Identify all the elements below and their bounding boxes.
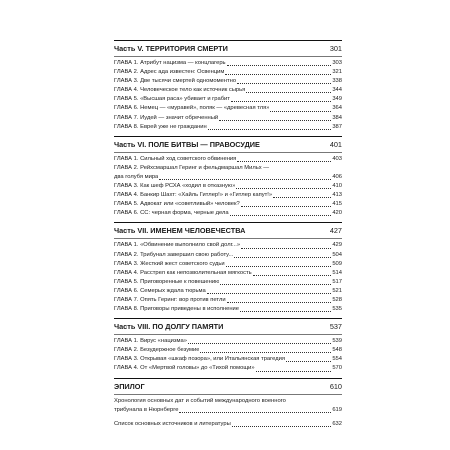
dot-leader <box>208 128 332 130</box>
dot-leader <box>253 274 332 276</box>
chapter-entry <box>114 114 342 123</box>
chapter-page-number: 349 <box>332 96 342 103</box>
chapter-entry <box>114 104 342 113</box>
dot-leader <box>200 351 331 353</box>
chapter-entry <box>114 164 342 182</box>
chapter-title-continued: два голубя мира <box>114 173 159 180</box>
dot-leader <box>219 119 331 121</box>
appendix-title-continued: трибунала в Нюрнберге <box>114 406 179 413</box>
chapter-page-number: 344 <box>332 87 342 94</box>
chapter-entry <box>114 278 342 287</box>
dot-leader <box>179 411 331 413</box>
chapter-page-number: 410 <box>332 183 342 190</box>
chapter-page-number: 413 <box>332 192 342 199</box>
appendix-entry <box>114 397 342 415</box>
dot-leader <box>237 160 331 162</box>
chapter-page-number: 321 <box>332 69 342 76</box>
chapter-title: ГЛАВА 6. Немец — «муравей», поляк — «древесная тля» <box>114 105 270 112</box>
dot-leader <box>227 64 332 66</box>
chapter-entry <box>114 337 342 346</box>
chapter-title: ГЛАВА 4. Банкир Шахт: «Хайль Гитлер!» и «Гитлер капут!» <box>114 192 273 199</box>
dot-leader <box>286 360 331 362</box>
chapter-list <box>114 153 342 223</box>
chapter-page-number: 303 <box>332 60 342 66</box>
table-of-contents <box>114 40 342 433</box>
part-page-number: 301 <box>329 44 342 53</box>
chapter-title: ГЛАВА 1. Сильный ход советского обвинения <box>114 155 237 162</box>
part-title: Часть VIII. ПО ДОЛГУ ПАМЯТИ <box>114 322 224 332</box>
chapter-entry <box>114 355 342 364</box>
chapter-entry <box>114 346 342 355</box>
dot-leader <box>256 370 332 372</box>
dot-leader <box>232 425 332 427</box>
appendix-title: Список основных источников и литературы <box>114 420 231 427</box>
chapter-entry <box>114 241 342 250</box>
chapter-page-number: 521 <box>332 287 342 294</box>
dot-leader <box>230 214 332 216</box>
dot-leader <box>225 73 331 75</box>
chapter-title: ГЛАВА 3. Открывая «шкаф позора», или Итальянская трагедия <box>114 356 285 363</box>
chapter-list <box>114 239 342 318</box>
appendix-row <box>114 420 342 429</box>
chapter-entry <box>114 77 342 86</box>
part-heading <box>114 223 342 238</box>
chapter-page-number: 406 <box>332 173 342 180</box>
dot-leader <box>234 256 331 258</box>
chapter-page-number: 570 <box>332 365 342 372</box>
dot-leader <box>207 292 332 294</box>
appendix-page-number: 632 <box>332 420 342 427</box>
dot-leader <box>226 265 332 267</box>
part-heading <box>114 319 342 334</box>
chapter-title: ГЛАВА 4. От «Мертвой головы» до «Тихой помощи» <box>114 365 255 372</box>
chapter-title-line2 <box>114 173 342 182</box>
appendix-entry <box>114 420 342 429</box>
chapter-page-number: 387 <box>332 123 342 130</box>
chapter-title: ГЛАВА 3. Жесткий жест советского судьи <box>114 260 225 267</box>
chapter-title: ГЛАВА 5. «Высшая раса» убивает и грабит <box>114 96 230 103</box>
dot-leader <box>241 247 331 249</box>
chapter-entry <box>114 305 342 314</box>
chapter-page-number: 535 <box>332 306 342 313</box>
dot-leader <box>240 310 331 312</box>
dot-leader <box>227 301 332 303</box>
chapter-page-number: 514 <box>332 269 342 276</box>
chapter-title: ГЛАВА 1. Вирус «нацизма» <box>114 338 187 345</box>
chapter-page-number: 554 <box>332 356 342 363</box>
chapter-title: ГЛАВА 6. СС: черная форма, черные дела <box>114 210 229 217</box>
dot-leader <box>236 187 331 189</box>
chapter-title: ГЛАВА 6. Семерых ждала тюрьма <box>114 287 206 294</box>
dot-leader <box>246 91 331 93</box>
chapter-entry <box>114 269 342 278</box>
epilogue-heading <box>114 379 342 394</box>
chapter-title: ГЛАВА 2. Трибунал завершил свою работу... <box>114 251 234 258</box>
dot-leader <box>237 82 331 84</box>
epilogue-page-number: 610 <box>329 381 342 391</box>
chapter-title: ГЛАВА 7. Иудей — значит обреченный <box>114 114 219 121</box>
chapter-entry <box>114 287 342 296</box>
chapter-entry <box>114 59 342 68</box>
part-page-number: 401 <box>329 139 342 149</box>
chapter-list <box>114 335 342 377</box>
dot-leader <box>188 342 331 344</box>
chapter-entry <box>114 86 342 95</box>
chapter-title: ГЛАВА 8. Еврей уже не гражданин <box>114 123 207 130</box>
epilogue-items <box>114 395 342 433</box>
part-page-number: 427 <box>329 226 342 236</box>
chapter-page-number: 384 <box>332 114 342 121</box>
chapter-page-number: 429 <box>332 242 342 249</box>
chapter-page-number: 504 <box>332 251 342 258</box>
chapter-entry <box>114 296 342 305</box>
chapter-entry <box>114 155 342 164</box>
chapter-entry <box>114 200 342 209</box>
chapter-page-number: 509 <box>332 260 342 267</box>
chapter-entry <box>114 95 342 104</box>
appendix-title: Хронология основных дат и событий международного военного <box>114 397 286 404</box>
chapter-page-number: 415 <box>332 201 342 208</box>
dot-leader <box>231 100 331 102</box>
chapter-title: ГЛАВА 2. Безудержное безумие <box>114 347 200 354</box>
epilogue-title: ЭПИЛОГ <box>114 381 145 391</box>
chapter-title: ГЛАВА 5. Приговоренные к повешению <box>114 278 220 285</box>
chapter-page-number: 528 <box>332 296 342 303</box>
chapter-page-number: 364 <box>332 105 342 112</box>
chapter-title: ГЛАВА 3. Как шеф РСХА «ходил в отказную» <box>114 183 236 190</box>
chapter-entry <box>114 260 342 269</box>
dot-leader <box>273 196 331 198</box>
chapter-title: ГЛАВА 1. «Обвинение выполнило свой долг...» <box>114 242 241 249</box>
chapter-entry <box>114 68 342 77</box>
part-page-number: 537 <box>329 322 342 332</box>
chapter-title: ГЛАВА 3. Две тысячи смертей одномоментно <box>114 78 237 85</box>
appendix-title-line2 <box>114 406 342 415</box>
chapter-entry <box>114 182 342 191</box>
chapter-entry <box>114 364 342 373</box>
chapter-title: ГЛАВА 2. Адрес ада известен: Освенцим <box>114 69 225 76</box>
dot-leader <box>241 205 332 207</box>
chapter-page-number: 338 <box>332 78 342 85</box>
chapter-entry <box>114 191 342 200</box>
dot-leader <box>159 178 331 180</box>
part-title: Часть V. ТЕРРИТОРИЯ СМЕРТИ <box>114 44 228 53</box>
dot-leader <box>270 110 331 112</box>
part-heading <box>114 41 342 56</box>
chapter-page-number: 548 <box>332 347 342 354</box>
chapter-page-number: 539 <box>332 338 342 345</box>
chapter-title: ГЛАВА 8. Приговоры приведены в исполнение <box>114 306 239 313</box>
chapter-page-number: 420 <box>332 210 342 217</box>
chapter-entry <box>114 209 342 218</box>
chapter-title: ГЛАВА 5. Адвокат или «советливый» человек? <box>114 201 240 208</box>
chapter-title: ГЛАВА 1. Атрибут нацизма — концлагерь <box>114 60 226 66</box>
chapter-title: ГЛАВА 4. Человеческое тело как источник сырья <box>114 87 246 94</box>
chapter-entry <box>114 123 342 132</box>
chapter-title: ГЛАВА 2. Рейхсмаршал Геринг и фельдмаршал Мильх — <box>114 164 270 171</box>
chapter-title: ГЛАВА 4. Расстрел как непозволительная мягкость <box>114 269 252 276</box>
part-heading <box>114 137 342 152</box>
chapter-list <box>114 57 342 136</box>
part-title: Часть VI. ПОЛЕ БИТВЫ — ПРАВОСУДИЕ <box>114 139 260 149</box>
chapter-entry <box>114 251 342 260</box>
dot-leader <box>220 283 331 285</box>
chapter-title: ГЛАВА 7. Опять Геринг: вор против петли <box>114 296 226 303</box>
part-title: Часть VII. ИМЕНЕМ ЧЕЛОВЕЧЕСТВА <box>114 226 246 236</box>
chapter-page-number: 403 <box>332 155 342 162</box>
appendix-page-number: 619 <box>332 406 342 413</box>
chapter-page-number: 517 <box>332 278 342 285</box>
